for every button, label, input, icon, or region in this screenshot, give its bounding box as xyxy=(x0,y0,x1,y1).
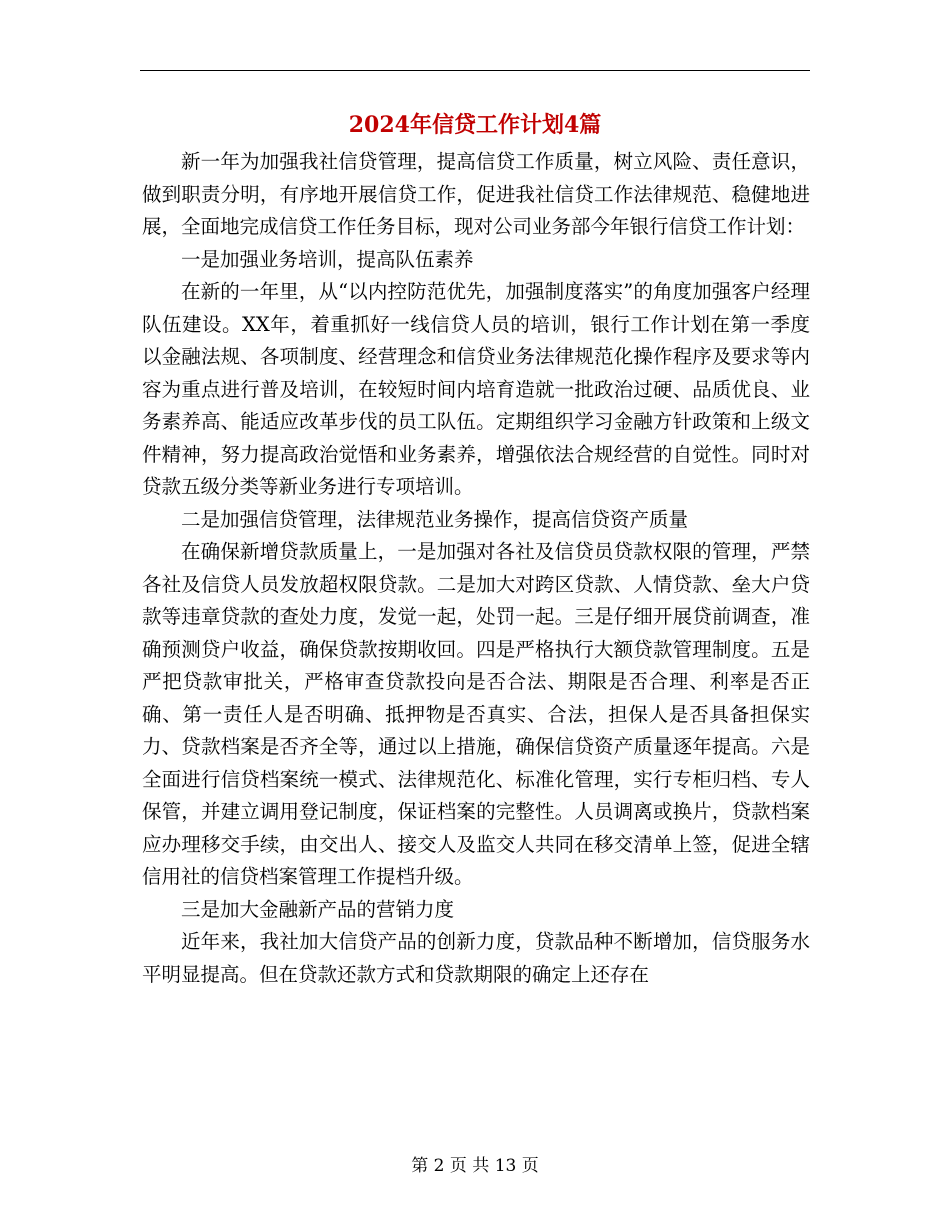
section-heading-3: 三是加大金融新产品的营销力度 xyxy=(181,897,455,921)
document-title: 2024年信贷工作计划4篇 xyxy=(348,112,602,138)
page-footer: 第 2 页 共 13 页 xyxy=(411,1156,539,1176)
header-rule xyxy=(140,70,810,71)
document-body xyxy=(142,146,810,991)
paragraph-intro: 新一年为加强我社信贷管理，提高信贷工作质量，树立风险、责任意识，做到职责分明，有序地开展信贷工作，促进我社信贷工作法律规范、稳健地进展，全面地完成信贷工作任务目标，现对公司业务部今年银行信贷工作计划： xyxy=(142,150,810,238)
paragraph-2: 在确保新增贷款质量上，一是加强对各社及信贷员贷款权限的管理，严禁各社及信贷人员发放超权限贷款。二是加大对跨区贷款、人情贷款、垒大户贷款等违章贷款的查处力度，发觉一起，处罚一起。三是仔细开展贷前调查，准确预测贷户收益，确保贷款按期收回。四是严格执行大额贷款管理制度。五是严把贷款审批关，严格审查贷款投向是否合法、期限是否合理、利率是否正确、第一责任人是否明确、抵押物是否真实、合法，担保人是否具备担保实力、贷款档案是否齐全等，通过以上措施，确保信贷资产质量逐年提高。六是全面进行信贷档案统一模式、法律规范化、标准化管理，实行专柜归档、专人保管，并建立调用登记制度，保证档案的完整性。人员调离或换片，贷款档案应办理移交手续，由交出人、接交人及监交人共同在移交清单上签，促进全辖信用社的信贷档案管理工作提档升级。 xyxy=(142,540,810,888)
section-heading-1: 一是加强业务培训，提高队伍素养 xyxy=(181,247,474,271)
section-heading-2: 二是加强信贷管理，法律规范业务操作，提高信贷资产质量 xyxy=(181,507,689,531)
paragraph-1: 在新的一年里，从“以内控防范优先，加强制度落实”的角度加强客户经理队伍建设。XX年，着重抓好一线信贷人员的培训，银行工作计划在第一季度以金融法规、各项制度、经营理念和信贷业务法律规范化操作程序及要求等内容为重点进行普及培训，在较短时间内培育造就一批政治过硬、品质优良、业务素养高、能适应改革步伐的员工队伍。定期组织学习金融方针政策和上级文件精神，努力提高政治觉悟和业务素养，增强依法合规经营的自觉性。同时对贷款五级分类等新业务进行专项培训。 xyxy=(142,280,810,498)
paragraph-3: 近年来，我社加大信贷产品的创新力度，贷款品种不断增加，信贷服务水平明显提高。但在贷款还款方式和贷款期限的确定上还存在 xyxy=(142,930,810,986)
